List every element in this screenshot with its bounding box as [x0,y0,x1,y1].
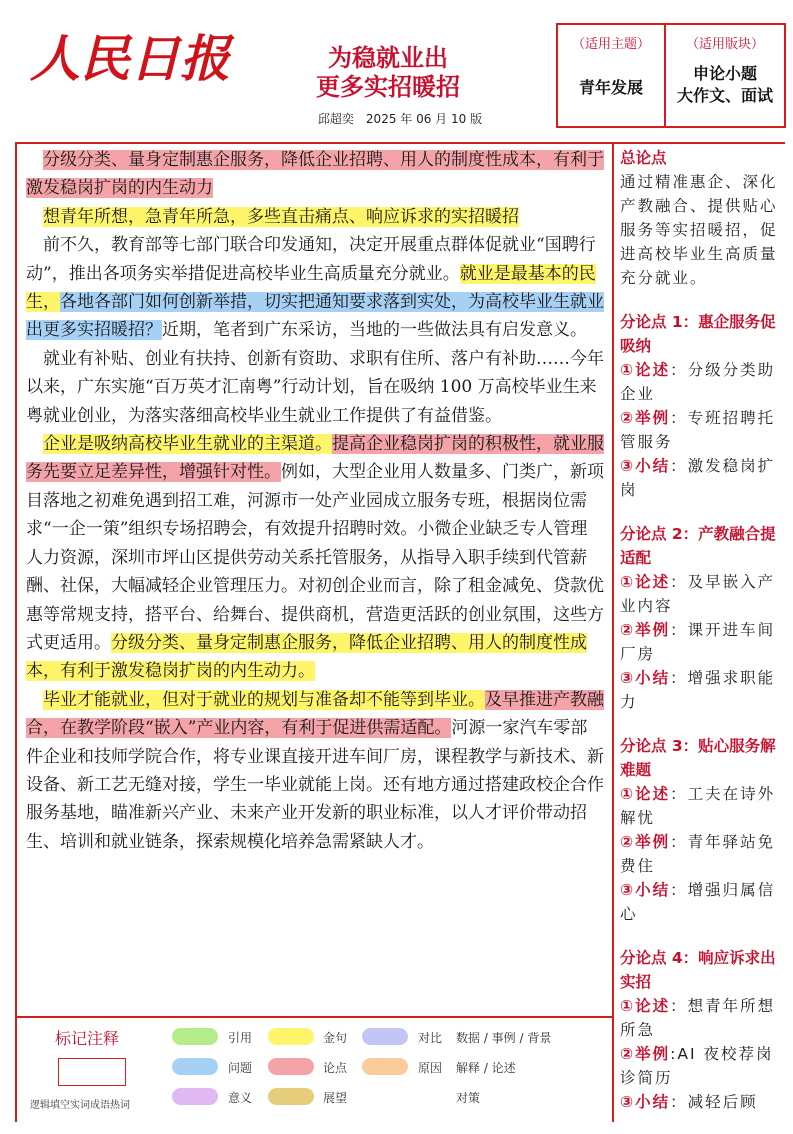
sub-argument-line [620,1042,786,1090]
section-label: （适用版块） [685,37,764,52]
sub-argument-line [620,358,786,406]
highlight-problem: 各地各部门如何创新举措，切实把通知要求落到实处，为高校毕业生就业出更多实招暖招？ [26,292,604,341]
topic-box [556,23,666,128]
legend-chip [172,1088,218,1105]
people-daily-logo [28,10,243,95]
sub-argument-line [620,618,786,666]
main-argument-title: 总论点 [620,149,667,167]
line-label: ②举例 [620,409,671,427]
legend-chip-label: 引用 [228,1031,253,1045]
article-paragraph [26,686,604,856]
main-argument-body: 通过精准惠企、深化产教融合、提供贴心服务等实招暖招，促进高校毕业生高质量充分就业。 [620,173,778,287]
legend-chip [172,1028,218,1045]
legend-chip [268,1028,314,1045]
line-label: ③小结 [620,669,671,687]
legend-category: 数据 / 事例 / 背景 [456,1031,552,1045]
section-line-2: 大作文、面试 [676,86,773,105]
highlight-argument: 及早推进产教融合，在教学阶段“嵌入”产业内容，有利于促进供需适配。 [26,689,604,739]
line-text: ：及早嵌入产业内容 [620,573,776,615]
line-text: :AI 夜校荐岗诊简历 [620,1045,774,1087]
sub-argument-line [620,782,786,830]
legend-chip-label: 金句 [323,1031,348,1045]
article-paragraph [26,231,604,345]
line-label: ③小结 [620,457,671,475]
article-paragraph [26,146,604,203]
line-text: ：专班招聘托管服务 [620,409,776,451]
legend-chip [172,1058,218,1075]
main-argument [620,146,786,290]
headline-line-1: 为稳就业出 [328,44,448,72]
line-text: ：分级分类助企业 [620,361,776,403]
legend-chip-label: 问题 [228,1061,253,1075]
legend-chip-label: 原因 [418,1061,443,1075]
sub-argument-line [620,666,786,714]
masthead-text: 人民日报 [30,29,230,88]
sub-argument-title: 分论点 1：惠企服务促吸纳 [620,313,776,355]
header-divider [15,142,785,144]
sub-argument-title: 分论点 3：贴心服务解难题 [620,737,776,779]
sub-argument-line [620,878,786,926]
legend-chip-label: 论点 [323,1061,348,1075]
highlight-quote: 就业是最基本的民生， [26,263,596,313]
text-run: 就业有补贴、创业有扶持、创新有资助、求职有住所、落户有补助……今年以来，广东实施“百万英才汇南粤”行动计划，旨在吸纳 100 万高校毕业生来粤就业创业，为落实落细高校毕业生就业工作提供了有益借鉴。 [26,348,604,426]
sub-argument-line [620,454,786,502]
sub-argument-line [620,406,786,454]
sub-argument-title: 分论点 4：响应诉求出实招 [620,949,776,991]
legend-divider [15,1016,612,1018]
sub-argument-1 [620,310,786,502]
byline: 邱超奕 2025 年 06 月 10 版 [317,112,483,126]
line-label: ①论述 [620,997,671,1015]
text-run: 河源一家汽车零部件企业和技师学院合作，将专业课直接开进车间厂房，课程教学与新技术、新设备、新工艺无缝对接，学生一毕业就能上岗。还有地方通过搭建政校企合作服务基地，瞄准新兴产业、未来产业开发新的职业标准，以人才评价带动招生、培训和就业链条，探索规模化培养急需紧缺人才。 [26,718,604,852]
sub-argument-4 [620,946,786,1114]
headline [268,44,508,102]
line-text: ：青年驿站免费住 [620,833,776,875]
article-paragraph [26,345,604,430]
line-text: ：课开进车间厂房 [620,621,776,663]
line-label: ①论述 [620,573,671,591]
text-run: 前不久，教育部等七部门联合印发通知，决定开展重点群体促就业“国聘行动”，推出各项务实举措促进高校毕业生高质量充分就业。 [26,235,596,284]
sub-argument-line [620,830,786,878]
line-label: ②举例 [620,833,671,851]
legend-vocab-note: 逻辑填空实词成语热词 [30,1100,130,1111]
line-text: ：激发稳岗扩岗 [620,457,776,499]
argument-sidebar [620,146,786,1134]
highlight-quote: 想青年所想，急青年所急，多些直击痛点、响应诉求的实招暖招 [43,206,519,227]
headline-line-2: 更多实招暖招 [316,73,460,101]
line-text: ：想青年所想所急 [620,997,776,1039]
text-run: 例如，大型企业用人数量多、门类广，新项目落地之初难免遇到招工难，河源市一处产业园成立服务专班，根据岗位需求“一企一策”组织专场招聘会，有效提升招聘时效。小微企业缺乏专人管理人力资源，深圳市坪山区提供劳动关系托管服务，从指导入职手续到代管薪酬、社保，大幅减轻企业管理压力。对初创企业而言，除了租金减免、贷款优惠等常规支持，搭平台、给舞台、提供商机，营造更活跃的创业氛围，这些方式更适用。 [26,462,604,653]
column-divider [612,142,614,1122]
article-paragraph [26,430,604,686]
topic-value: 青年发展 [578,78,643,97]
topic-label: （适用主题） [571,37,650,52]
legend-title: 标记注释 [55,1029,120,1048]
line-label: ①论述 [620,785,671,803]
sub-argument-2 [620,522,786,714]
legend-category: 解释 / 论述 [456,1061,516,1075]
line-label: ③小结 [620,1093,671,1111]
line-label: ①论述 [620,361,671,379]
sub-argument-title: 分论点 2：产教融合提适配 [620,525,776,567]
line-text: ：增强归属信心 [620,881,776,923]
line-label: ②举例 [620,621,671,639]
legend-chip [362,1028,408,1045]
highlight-argument: 分级分类、量身定制惠企服务，降低企业招聘、用人的制度性成本，有利于激发稳岗扩岗的内生动力 [26,150,604,199]
line-label: ②举例 [620,1045,671,1063]
section-value [666,63,784,107]
legend-chip [362,1058,408,1075]
highlight-argument: 提高企业稳岗扩岗的积极性，就业服务先要立足差异性，增强针对性。 [26,434,604,483]
legend-chip [268,1058,314,1075]
sub-argument-3 [620,734,786,926]
legend-category: 对策 [456,1091,481,1105]
legend-chip [268,1088,314,1105]
line-text: ：增强求职能力 [620,669,776,711]
sub-argument-line [620,994,786,1042]
line-label: ③小结 [620,881,671,899]
highlight-quote: 企业是吸纳高校毕业生就业的主渠道。 [43,434,332,455]
section-line-1: 申论小题 [692,64,757,83]
line-text: ：工夫在诗外解忧 [620,785,776,827]
legend-vocab-box [58,1058,126,1086]
text-run: 近期，笔者到广东采访，当地的一些做法具有启发意义。 [162,320,587,341]
legend-chip-label: 展望 [323,1091,348,1105]
legend-chip-label: 意义 [228,1091,253,1105]
sub-argument-line [620,1090,786,1114]
section-box [664,23,786,128]
highlight-quote: 毕业才能就业，但对于就业的规划与准备却不能等到毕业。 [43,689,485,710]
sub-argument-line [620,570,786,618]
legend-chip-label: 对比 [418,1031,443,1045]
highlight-quote: 分级分类、量身定制惠企服务，降低企业招聘、用人的制度性成本，有利于激发稳岗扩岗的内生动力。 [26,632,587,682]
left-border [15,142,17,1122]
article-paragraph [26,203,604,231]
article-body [26,146,604,1014]
line-text: ：减轻后顾 [670,1093,758,1111]
